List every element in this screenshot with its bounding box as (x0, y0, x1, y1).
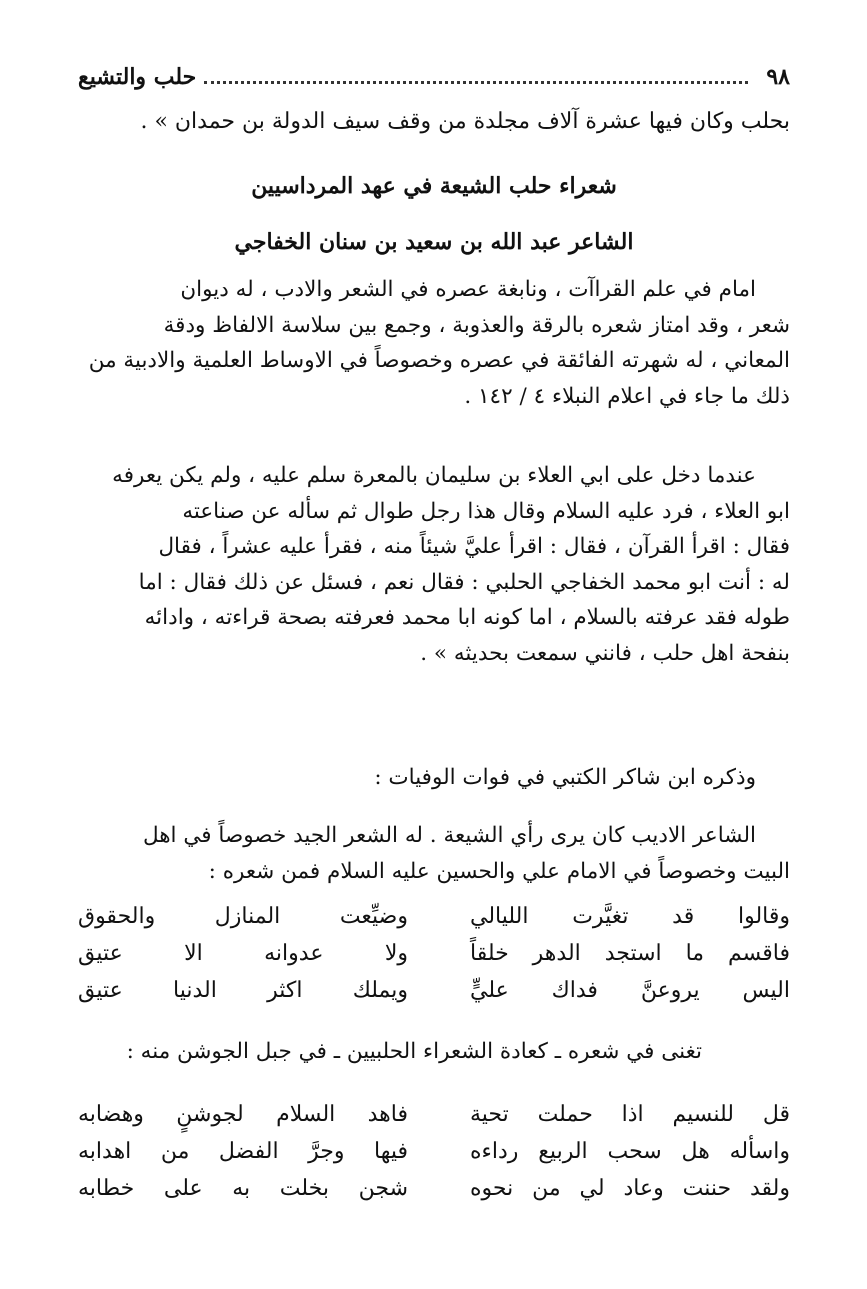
paragraph-line: ذلك ما جاء في اعلام النبلاء ٤ / ١٤٢ . (464, 383, 790, 409)
running-title: حلب والتشيع (78, 64, 197, 90)
verse-line (78, 972, 790, 1009)
paragraph-1 (78, 272, 790, 414)
paragraph-line: فقال : اقرأ القرآن ، فقال : اقرأ عليَّ شيئاً منه ، فقرأ عليه عشراً ، فقال (158, 534, 790, 559)
verse-second-hemistich: ولا عدوانه الا عتيق (78, 941, 408, 966)
poem-2 (78, 1096, 790, 1207)
verse-second-hemistich: ويملك اكثر الدنيا عتيق (78, 978, 408, 1003)
paragraph-line: بنفحة اهل حلب ، فانني سمعت بحديثه » . (420, 640, 790, 666)
verse-line (78, 898, 790, 935)
paragraph-3 (78, 760, 790, 796)
paragraph-line: امام في علم القراآت ، ونابغة عصره في الشعر والادب ، له ديوان (180, 277, 756, 302)
paragraph-line: تغنى في شعره ـ كعادة الشعراء الحلبيين ـ في جبل الجوشن منه : (126, 1039, 702, 1064)
verse-second-hemistich: فيها وجرَّ الفضل من اهدابه (78, 1139, 408, 1164)
paragraph-line: ابو العلاء ، فرد عليه السلام وقال هذا رجل طوال ثم سأله عن صناعته (182, 498, 790, 524)
verse-first-hemistich: قل للنسيم اذا حملت تحية (470, 1102, 790, 1127)
verse-second-hemistich: وضيِّعت المنازل والحقوق (78, 904, 408, 929)
poem-1 (78, 898, 790, 1009)
paragraph-line: البيت وخصوصاً في الامام علي والحسين عليه السلام فمن شعره : (208, 858, 790, 884)
verse-line (78, 1096, 790, 1133)
verse-line (78, 1170, 790, 1207)
verse-first-hemistich: اليس يروعنَّ فداك عليٍّ (470, 978, 790, 1003)
verse-first-hemistich: وقالوا قد تغيَّرت الليالي (470, 904, 790, 929)
paragraph-line: طوله فقد عرفته بالسلام ، اما كونه ابا محمد فعرفته بصحة قراءته ، وادائه (144, 605, 790, 630)
page-number: ٩٨ (766, 64, 790, 90)
verse-first-hemistich: ولقد حننت وعاد لي من نحوه (470, 1176, 790, 1201)
paragraph-line: المعاني ، له شهرته الفائقة في عصره وخصوصاً في الاوساط العلمية والادبية من (88, 348, 790, 373)
verse-line (78, 935, 790, 972)
paragraph-line: وذكره ابن شاكر الكتبي في فوات الوفيات : (374, 765, 756, 790)
section-title: شعراء حلب الشيعة في عهد المرداسيين (251, 173, 617, 199)
paragraph-line: عندما دخل على ابي العلاء بن سليمان بالمعرة سلم عليه ، ولم يكن يعرفه (112, 463, 756, 488)
intro-line: بحلب وكان فيها عشرة آلاف مجلدة من وقف سيف الدولة بن حمدان » . (140, 109, 790, 134)
verse-second-hemistich: شجن بخلت به على خطابه (78, 1176, 408, 1201)
verse-first-hemistich: فاقسم ما استجد الدهر خلقاً (470, 941, 790, 966)
verse-line (78, 1133, 790, 1170)
paragraph-5 (78, 1034, 790, 1070)
header-dot-leader (204, 81, 748, 84)
paragraph-line: الشاعر الاديب كان يرى رأي الشيعة . له الشعر الجيد خصوصاً في اهل (142, 823, 756, 848)
subsection-title: الشاعر عبد الله بن سعيد بن سنان الخفاجي (234, 229, 634, 255)
paragraph-4 (78, 818, 790, 889)
verse-first-hemistich: واسأله هل سحب الربيع رداءه (470, 1139, 790, 1164)
paragraph-line: شعر ، وقد امتاز شعره بالرقة والعذوبة ، وجمع بين سلاسة الالفاظ ودقة (163, 312, 790, 338)
paragraph-2 (78, 458, 790, 671)
verse-second-hemistich: فاهد السلام لجوشنٍ وهضابه (78, 1102, 408, 1127)
running-header (78, 64, 790, 96)
paragraph-line: له : أنت ابو محمد الخفاجي الحلبي : فقال نعم ، فسئل عن ذلك فقال : اما (138, 569, 790, 595)
